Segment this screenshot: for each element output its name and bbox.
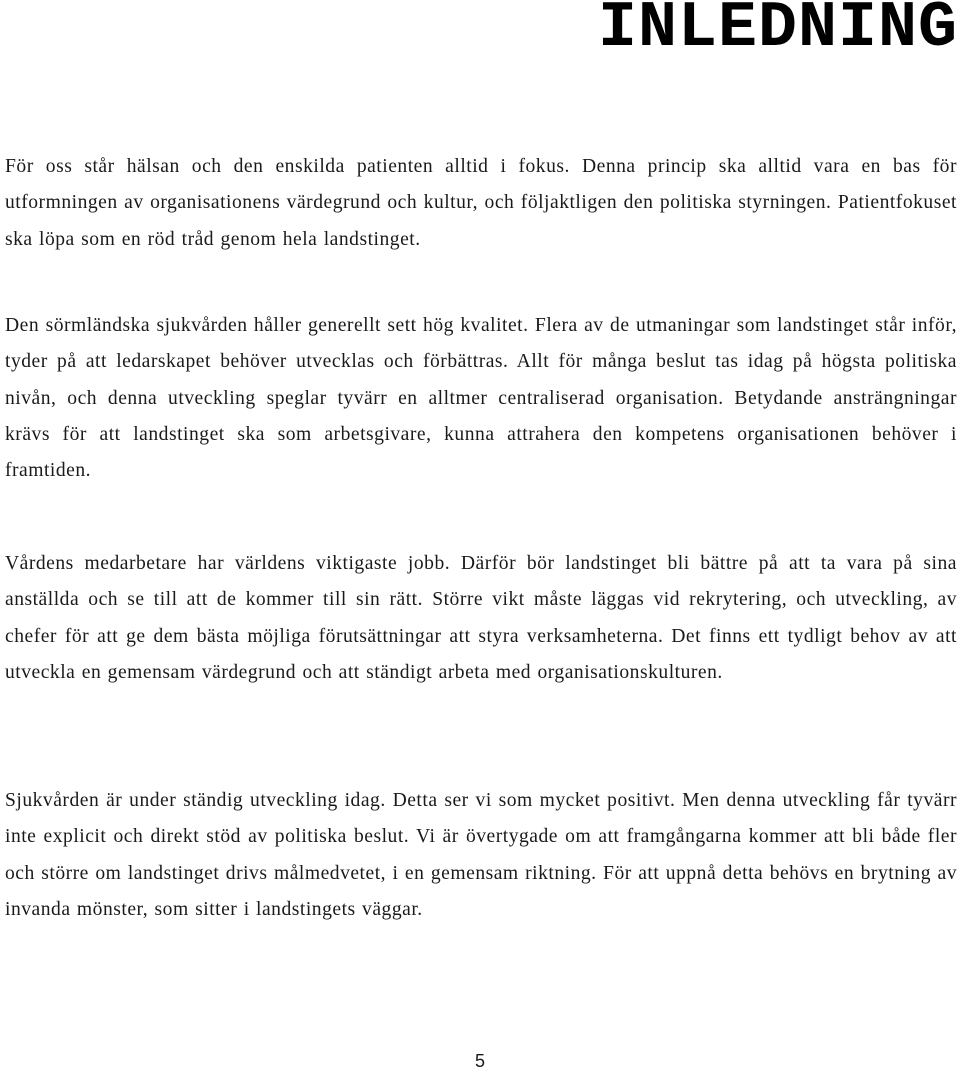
- paragraph-development: Sjukvården är under ständig utveckling idag. Detta ser vi som mycket positivt. Men denna utveckling får tyvärr inte explicit och direkt stöd av politiska beslut. Vi är övertygade om att framgångarna kommer att bli både fler och större om landstinget drivs målmedvetet, i en gemensam riktning. För att uppnå detta behövs en brytning av invanda mönster, som sitter i landstingets väggar.: [5, 790, 957, 920]
- paragraph-healthcare-quality: Den sörmländska sjukvården håller generellt sett hög kvalitet. Flera av de utmaningar som landstinget står inför, tyder på att ledarskapet behöver utvecklas och förbättras. Allt för många beslut tas idag på högsta politiska nivån, och denna utveckling speglar tyvärr en alltmer centraliserad organisation. Betydande ansträngningar krävs för att landstinget ska som arbetsgivare, kunna attrahera den kompetens organisationen behöver i framtiden.: [5, 315, 957, 482]
- paragraph-patient-focus: För oss står hälsan och den enskilda patienten alltid i fokus. Denna princip ska alltid vara en bas för utformningen av organisationens värdegrund och kultur, och följaktligen den politiska styrningen. Patientfokuset ska löpa som en röd tråd genom hela landstinget.: [5, 156, 957, 250]
- paragraph-staff: Vårdens medarbetare har världens viktigaste jobb. Därför bör landstinget bli bättre på att ta vara på sina anställda och se till att de kommer till sin rätt. Större vikt måste läggas vid rekrytering, och utveckling, av chefer för att ge dem bästa möjliga förutsättningar att styra verksamheterna. Det finns ett tydligt behov av att utveckla en gemensam värdegrund och att ständigt arbeta med organisationskulturen.: [5, 553, 957, 683]
- page-title: INLEDNING: [597, 0, 958, 65]
- page-number: 5: [474, 1051, 485, 1071]
